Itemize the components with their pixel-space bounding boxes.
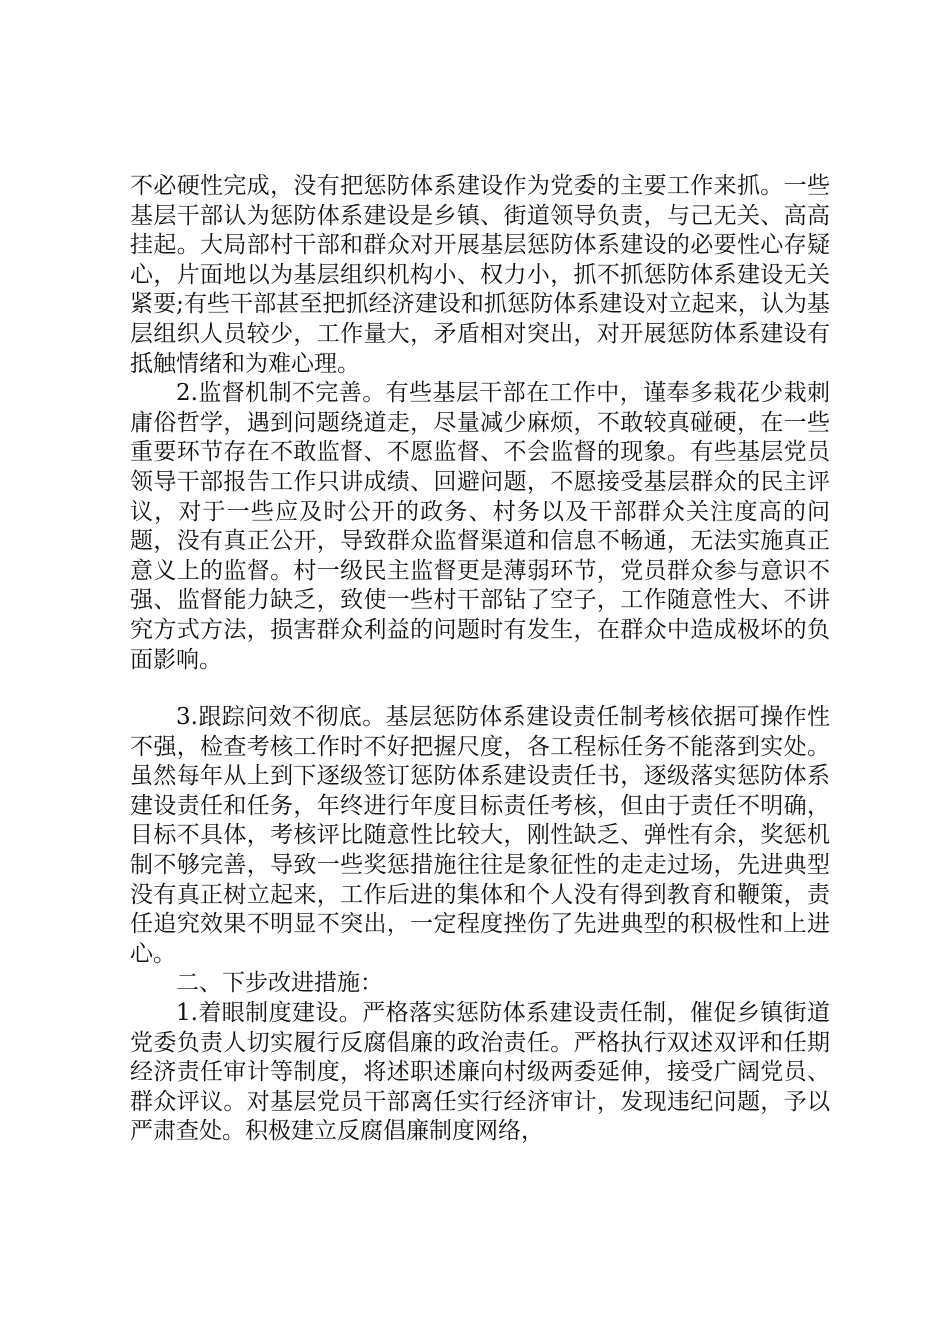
paragraph-supervision-mechanism: 2.监督机制不完善。有些基层干部在工作中，谨奉多栽花少栽刺庸俗哲学，遇到问题绕道走，尽量减少麻烦，不敢较真碰硬，在一些重要环节存在不敢监督、不愿监督、不会监督的现象。有些基层党员领导干部报告工作只讲成绩、回避问题，不愿接受基层群众的民主评议，对于一些应及时公开的政务、村务以及干部群众关注度高的问题，没有真正公开，导致群众监督渠道和信息不畅通，无法实施真正意义上的监督。村一级民主监督更是薄弱环节，党员群众参与意识不强、监督能力缺乏，致使一些村干部钻了空子，工作随意性大、不讲究方式方法，损害群众利益的问题时有发生，在群众中造成极坏的负面影响。	[130, 380, 830, 673]
paragraph-continuation: 不必硬性完成，没有把惩防体系建设作为党委的主要工作来抓。一些基层干部认为惩防体系建设是乡镇、街道领导负责，与己无关、高高挂起。大局部村干部和群众对开展基层惩防体系建设的必要性心存疑心，片面地以为基层组织机构小、权力小，抓不抓惩防体系建设无关紧要;有些干部甚至把抓经济建设和抓惩防体系建设对立起来，认为基层组织人员较少，工作量大，矛盾相对突出，对开展惩防体系建设有抵触情绪和为难心理。	[130, 173, 830, 377]
paragraph-follow-up-accountability: 3.跟踪问效不彻底。基层惩防体系建设责任制考核依据可操作性不强，检查考核工作时不好把握尺度，各工程标任务不能落到实处。虽然每年从上到下逐级签订惩防体系建设责任书，逐级落实惩防体系建设责任和任务，年终进行年度目标责任考核，但由于责任不明确，目标不具体，考核评比随意性比较大，刚性缺乏、弹性有余，奖惩机制不够完善，导致一些奖惩措施往往是象征性的走走过场，先进典型没有真正树立起来，工作后进的集体和个人没有得到教育和鞭策，责任追究效果不明显不突出，一定程度挫伤了先进典型的积极性和上进心。	[130, 704, 830, 967]
paragraph-system-building: 1.着眼制度建设。严格落实惩防体系建设责任制，催促乡镇街道党委负责人切实履行反腐倡廉的政治责任。严格执行双述双评和任期经济责任审计等制度，将述职述廉向村级两委延伸，接受广阔党员、群众评议。对基层党员干部离任实行经济审计，发现违纪问题，予以严肃查处。积极建立反腐倡廉制度网络，	[130, 1000, 830, 1145]
section-heading-improvement-measures: 二、下步改进措施：	[176, 970, 383, 997]
document-body	[130, 172, 830, 1147]
